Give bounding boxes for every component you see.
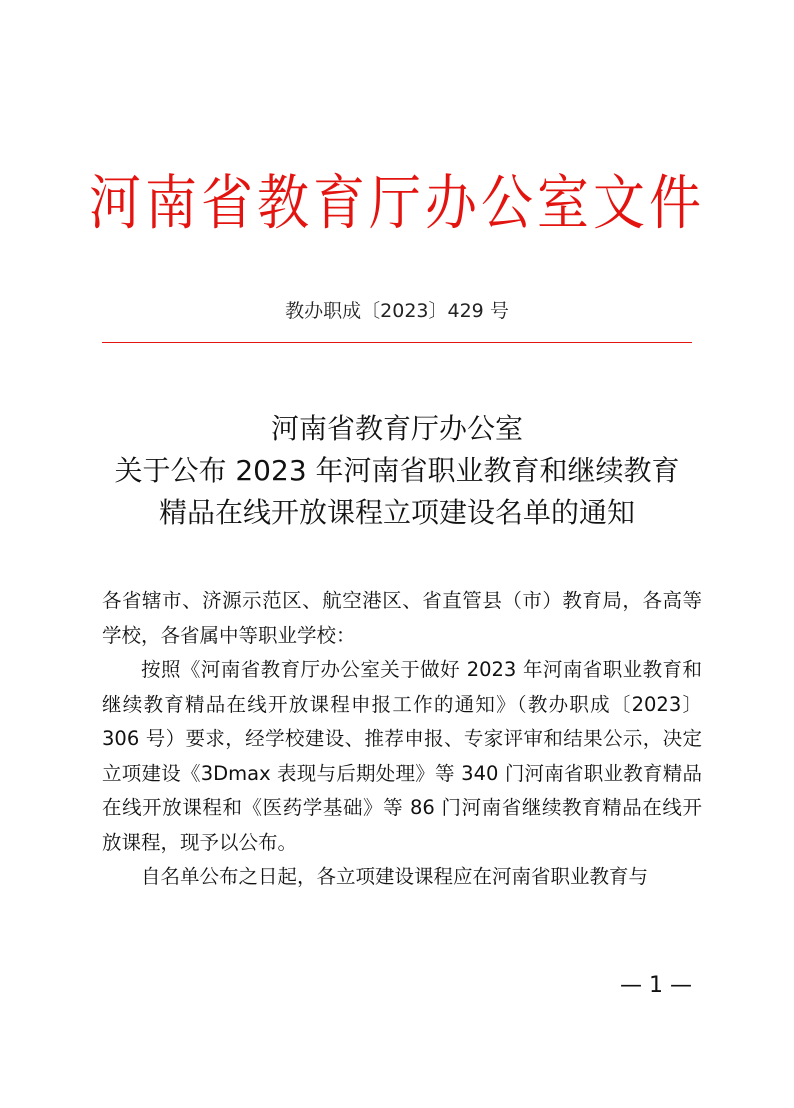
red-divider-line [102, 342, 692, 343]
document-number: 教办职成〔2023〕429 号 [285, 300, 509, 322]
body-paragraph-1: 按照《河南省教育厅办公室关于做好 2023 年河南省职业教育和继续教育精品在线开放课程申报工作的通知》（教办职成〔2023〕306 号）要求，经学校建设、推荐申报、专家评审和结果公示，决定立项建设《3Dmax 表现与后期处理》等 340 门河南省职业教育精品在线开放课程和《医药学基础》等 86 门河南省继续教育精品在线开放课程，现予以公布。 [102, 658, 702, 854]
salutation: 各省辖市、济源示范区、航空港区、省直管县（市）教育局，各高等学校，各省属中等职业学校： [102, 589, 702, 647]
notice-title [0, 408, 794, 534]
notice-title-line-3: 精品在线开放课程立项建设名单的通知 [158, 496, 635, 529]
notice-title-line-2: 关于公布 2023 年河南省职业教育和继续教育 [114, 454, 680, 487]
page-number: — 1 — [620, 973, 692, 998]
notice-title-line-1: 河南省教育厅办公室 [270, 412, 523, 445]
body-paragraph-2: 自名单公布之日起，各立项建设课程应在河南省职业教育与 [141, 865, 649, 888]
notice-body [102, 584, 702, 895]
document-header-title: 河南省教育厅办公室文件 [88, 169, 705, 239]
